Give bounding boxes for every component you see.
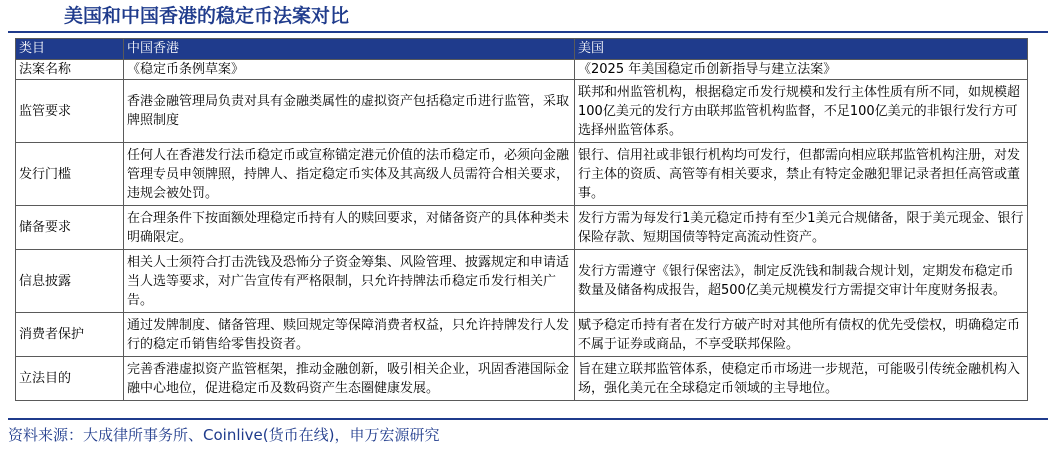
row-category: 储备要求	[16, 206, 124, 250]
row-category: 消费者保护	[16, 313, 124, 357]
table-row	[16, 313, 1028, 357]
row-category: 信息披露	[16, 250, 124, 313]
row-category: 立法目的	[16, 357, 124, 401]
row-usa-cell: 赋予稳定币持有者在发行方破产时对其他所有债权的优先受偿权，明确稳定币不属于证券或商品，不享受联邦保险。	[575, 313, 1028, 357]
row-usa-cell: 《2025 年美国稳定币创新指导与建立法案》	[575, 60, 1028, 80]
row-category: 监管要求	[16, 80, 124, 143]
page-title: 美国和中国香港的稳定币法案对比	[64, 5, 350, 27]
row-usa-cell: 银行、信用社或非银行机构均可发行，但都需向相应联邦监管机构注册，对发行主体的资质、高管等有相关要求，禁止有特定金融犯罪记录者担任高管或董事。	[575, 143, 1028, 206]
table-row	[16, 250, 1028, 313]
comparison-table	[15, 38, 1028, 401]
row-usa-cell: 旨在建立联邦监管体系，使稳定币市场进一步规范，可能吸引传统金融机构入场，强化美元在全球稳定币领域的主导地位。	[575, 357, 1028, 401]
row-hong-kong-cell: 完善香港虚拟资产监管框架，推动金融创新，吸引相关企业，巩固香港国际金融中心地位，促进稳定币及数码资产生态圈健康发展。	[124, 357, 575, 401]
row-usa-cell: 发行方需遵守《银行保密法》，制定反洗钱和制裁合规计划，定期发布稳定币数量及储备构成报告，超500亿美元规模发行方需提交审计年度财务报表。	[575, 250, 1028, 313]
header-category: 类目	[16, 39, 124, 60]
row-hong-kong-cell: 相关人士须符合打击洗钱及恐怖分子资金筹集、风险管理、披露规定和申请适当人选等要求，对广告宣传有严格限制，只允许持牌法币稳定币发行相关广告。	[124, 250, 575, 313]
row-hong-kong-cell: 《稳定币条例草案》	[124, 60, 575, 80]
row-hong-kong-cell: 香港金融管理局负责对具有金融类属性的虚拟资产包括稳定币进行监管，采取牌照制度	[124, 80, 575, 143]
footer-divider	[8, 418, 1048, 420]
row-category: 发行门槛	[16, 143, 124, 206]
row-hong-kong-cell: 通过发牌制度、储备管理、赎回规定等保障消费者权益，只允许持牌发行人发行的稳定币销售给零售投资者。	[124, 313, 575, 357]
table-row	[16, 206, 1028, 250]
table-row	[16, 143, 1028, 206]
source-note: 资料来源：大成律所事务所、Coinlive(货币在线)，申万宏源研究	[8, 426, 440, 444]
title-divider	[8, 31, 1048, 33]
row-hong-kong-cell: 在合理条件下按面额处理稳定币持有人的赎回要求，对储备资产的具体种类未明确限定。	[124, 206, 575, 250]
table-header-row	[16, 39, 1028, 60]
table-row	[16, 60, 1028, 80]
header-usa: 美国	[575, 39, 1028, 60]
header-hong-kong: 中国香港	[124, 39, 575, 60]
row-usa-cell: 发行方需为每发行1美元稳定币持有至少1美元合规储备，限于美元现金、银行保险存款、短期国债等特定高流动性资产。	[575, 206, 1028, 250]
row-hong-kong-cell: 任何人在香港发行法币稳定币或宣称锚定港元价值的法币稳定币，必须向金融管理专员申领牌照，持牌人、指定稳定币实体及其高级人员需符合相关要求，违规会被处罚。	[124, 143, 575, 206]
row-usa-cell: 联邦和州监管机构，根据稳定币发行规模和发行主体性质有所不同，如规模超100亿美元的发行方由联邦监管机构监督，不足100亿美元的非银行发行方可选择州监管体系。	[575, 80, 1028, 143]
row-category: 法案名称	[16, 60, 124, 80]
table-row	[16, 80, 1028, 143]
table-row	[16, 357, 1028, 401]
